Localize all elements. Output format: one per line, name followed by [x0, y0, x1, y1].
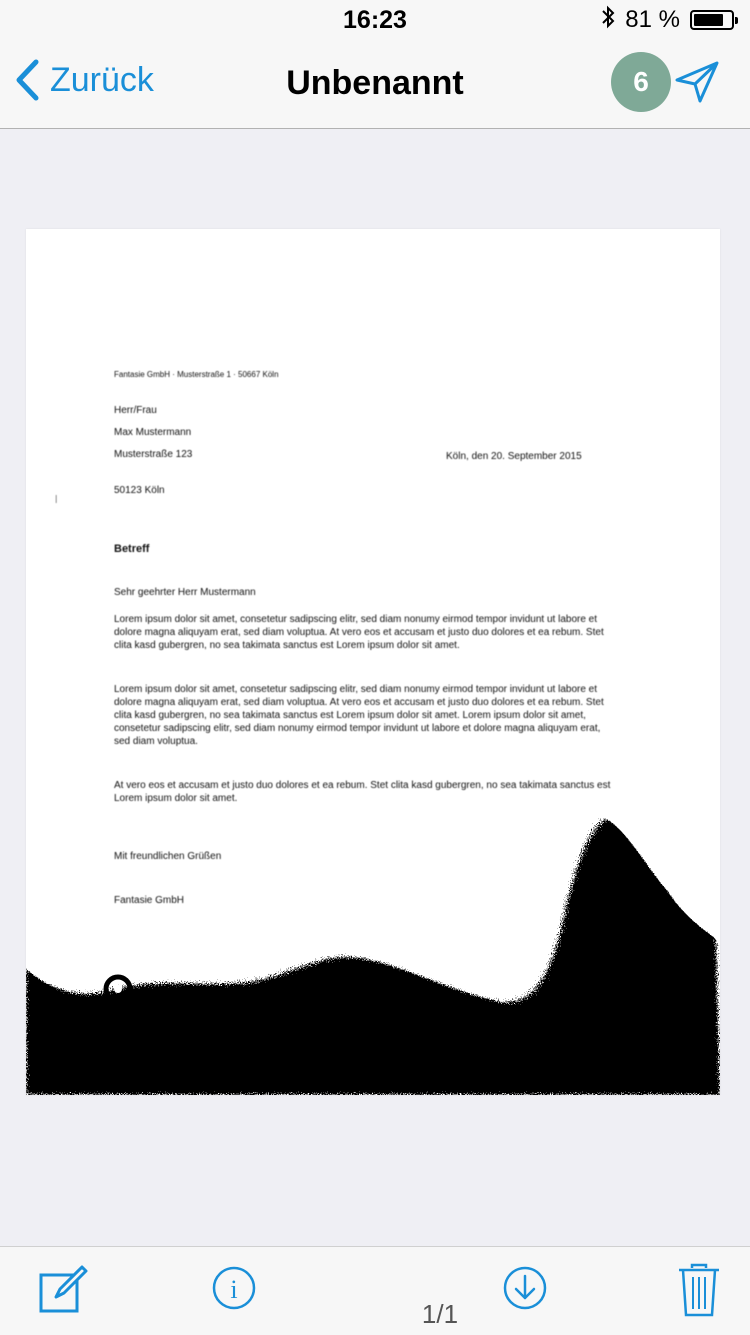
- bottom-toolbar: [0, 1246, 750, 1335]
- battery-percent: 81 %: [625, 6, 680, 33]
- status-indicators: [601, 6, 734, 34]
- letter-salutation: Sehr geehrter Herr Mustermann: [114, 587, 256, 598]
- status-bar: [0, 0, 750, 40]
- recipient-line: Max Mustermann: [114, 427, 192, 438]
- send-button[interactable]: [674, 60, 720, 109]
- paper-plane-icon: [674, 60, 720, 104]
- recipient-city: 50123 Köln: [114, 485, 165, 496]
- bluetooth-icon: [601, 5, 615, 36]
- recipient-line: Musterstraße 123: [114, 449, 193, 460]
- letter-signer: Fantasie GmbH: [114, 895, 185, 906]
- letter-date: Köln, den 20. September 2015: [446, 451, 582, 462]
- battery-fill: [694, 14, 723, 26]
- svg-text:i: i: [230, 1275, 238, 1304]
- back-label: Zurück: [50, 60, 154, 99]
- letter-paragraph: Lorem ipsum dolor sit amet, consetetur sadipscing elitr, sed diam nonumy eirmod tempor invidunt ut labore et dolore magna aliquyam erat, sed diam voluptua. At vero eos et accusam et justo duo dolores et ea rebum. Stet clita kasd gubergren, no sea takimata sanctus est Lorem ipsum dolor sit amet. Lorem ipsum dolor sit amet, consetetur sadipscing elitr, sed diam nonumy eirmod tempor invidunt ut labore et dolore magna aliquyam erat, sed diam voluptua.: [114, 684, 604, 747]
- scanned-document[interactable]: [26, 229, 720, 1095]
- letter-subject: Betreff: [114, 543, 150, 555]
- page-title: Unbenannt: [286, 64, 464, 102]
- navigation-bar: [0, 40, 750, 129]
- sender-line: Fantasie GmbH · Musterstraße 1 · 50667 Köln: [114, 370, 279, 379]
- status-time: 16:23: [343, 6, 407, 34]
- count-badge[interactable]: 6: [611, 52, 671, 112]
- recipient-line: Herr/Frau: [114, 405, 157, 416]
- scan-shadow: [26, 229, 720, 1095]
- battery-icon: [690, 10, 734, 30]
- letter-closing: Mit freundlichen Grüßen: [114, 851, 222, 862]
- letter-paragraph: At vero eos et accusam et justo duo dolores et ea rebum. Stet clita kasd gubergren, no sea takimata sanctus est Lorem ipsum dolor sit amet.: [114, 780, 611, 804]
- fold-mark: —: [52, 495, 61, 503]
- page-indicator: 1/1: [421, 1299, 459, 1329]
- letter-paragraph: Lorem ipsum dolor sit amet, consetetur sadipscing elitr, sed diam nonumy eirmod tempor invidunt ut labore et dolore magna aliquyam erat, sed diam voluptua. At vero eos et accusam et justo duo dolores et ea rebum. Stet clita kasd gubergren, no sea takimata sanctus est Lorem ipsum dolor sit amet.: [114, 614, 604, 651]
